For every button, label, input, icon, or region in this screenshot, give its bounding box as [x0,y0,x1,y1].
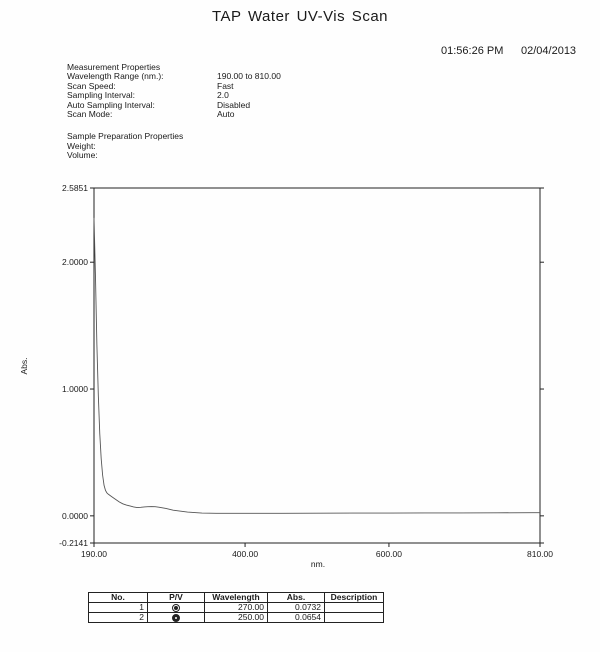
col-header-no: No. [89,593,148,603]
prop-label: Wavelength Range (nm.): [67,71,164,82]
x-tick-label: 190.00 [81,549,107,559]
col-header-description: Description [325,593,384,603]
x-tick-label: 810.00 [527,549,553,559]
col-header-abs: Abs. [268,593,325,603]
prop-value: Disabled [217,99,251,110]
cell-wavelength: 250.00 [205,613,268,623]
cell-no: 1 [89,603,148,613]
valley-icon [172,614,180,622]
x-tick-label: 400.00 [232,549,259,559]
prop-label: Scan Mode: [67,109,113,120]
prop-value: 2.0 [217,90,229,101]
cell-abs: 0.0654 [268,613,325,623]
x-tick-label: 600.00 [375,549,402,559]
prop-value: 190.00 to 810.00 [217,71,281,82]
prop-value: Auto [217,109,235,120]
cell-no: 2 [89,613,148,623]
y-axis-label: Abs. [19,357,29,375]
prop-label: Sampling Interval: [67,90,136,101]
cell-pv [148,603,205,613]
page-title: TAP Water UV-Vis Scan [212,8,388,25]
col-header-wavelength: Wavelength [205,593,268,603]
prop-label: Scan Speed: [67,80,116,91]
table-row [89,603,384,613]
prop-label: Auto Sampling Interval: [67,99,155,110]
volume-label: Volume: [67,150,98,161]
x-axis-label: nm. [310,559,326,569]
cell-description [325,603,384,613]
y-tick-label: 2.5851 [62,183,88,193]
plot-frame [94,188,540,543]
y-tick-label: 1.0000 [62,384,88,395]
peak-icon [172,604,180,612]
y-tick-label: -0.2141 [59,538,88,548]
y-tick-label: 2.0000 [62,257,88,268]
col-header-pv: P/V [148,593,205,603]
timestamp-date: 02/04/2013 [521,45,577,57]
cell-wavelength: 270.00 [205,603,268,613]
cell-abs: 0.0732 [268,603,325,613]
spectrum-line [94,218,540,513]
sample-prep-heading: Sample Preparation Properties [67,131,184,141]
peak-table [88,592,384,623]
measurement-heading: Measurement Properties [67,62,161,72]
prop-value: Fast [217,80,234,91]
table-row [89,613,384,623]
weight-label: Weight: [67,140,96,151]
cell-description [325,613,384,623]
y-tick-label: 0.0000 [62,510,88,521]
timestamp-time: 01:56:26 PM [441,45,504,57]
cell-pv [148,613,205,623]
peak-table-header [89,593,384,603]
